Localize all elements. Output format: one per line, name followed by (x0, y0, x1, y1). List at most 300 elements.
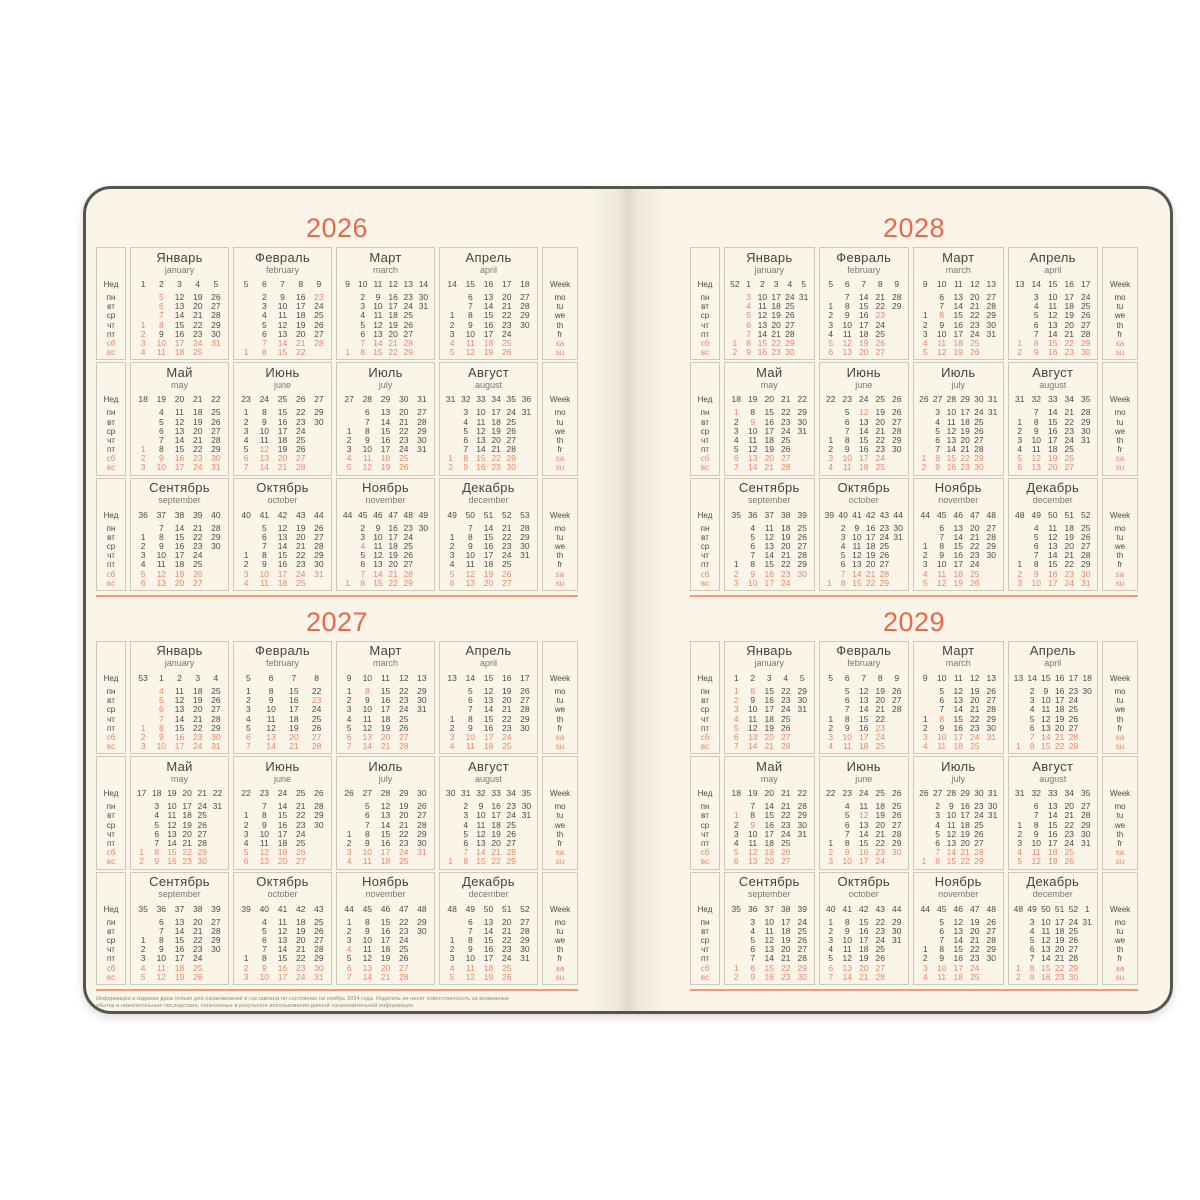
day-cell: 30 (785, 347, 795, 358)
day-cell: 8 (746, 337, 751, 348)
weekday-label-row (1106, 724, 1134, 733)
weekday-label-row (546, 524, 574, 533)
weekday-labels-box-en (542, 872, 578, 985)
day-cell: 15 (1048, 416, 1058, 427)
day-cell (823, 696, 840, 705)
week-numbers-row (443, 904, 534, 915)
day-cell: 25 (1068, 704, 1079, 715)
weekday-label-row (694, 802, 716, 811)
day-cell: 14 (373, 337, 383, 348)
month-name-ru: Июнь (846, 364, 881, 380)
day-cell (237, 524, 255, 533)
week-number-cell: 13 (447, 672, 457, 683)
day-cell: 15 (483, 934, 494, 945)
year-title: 2026 (305, 213, 369, 243)
month-name-en: september (158, 889, 201, 900)
day-cell: 14 (174, 434, 185, 445)
week-number-cell: 50 (465, 509, 476, 520)
day-cell: 1 (733, 810, 739, 821)
day-cell: 23 (1064, 828, 1074, 839)
month-name-en: january (754, 658, 785, 669)
day-cell: 8 (750, 685, 756, 696)
day-cell (1012, 542, 1029, 551)
week-number-cell: 40 (259, 903, 270, 914)
month-name-en: august (1039, 379, 1067, 390)
weekday-label-row (100, 705, 122, 714)
day-cell: 26 (211, 416, 221, 427)
day-cell (134, 705, 152, 714)
weekday-labels-box-ru (690, 478, 720, 591)
month-name-ru: Май (756, 758, 783, 774)
day-cell: 10 (1031, 838, 1041, 848)
day-cell: 10 (842, 856, 852, 867)
day-cell: 27 (892, 695, 902, 706)
day-cell: 19 (764, 722, 774, 733)
month-name-ru: Октябрь (256, 480, 309, 496)
week-column-label: Нед (103, 904, 119, 914)
day-cell: 27 (781, 453, 791, 464)
day-cell: 7 (746, 328, 751, 339)
day-cell: 10 (373, 531, 383, 542)
day-cell: 26 (197, 819, 207, 830)
day-cell: 27 (797, 541, 807, 551)
week-column-label: Нед (697, 280, 713, 289)
day-cell (310, 348, 328, 357)
day-cell: 7 (463, 847, 469, 858)
day-cell: 3 (449, 328, 455, 339)
day-cell: 24 (970, 962, 980, 973)
month-box (233, 362, 332, 475)
day-cell: 27 (398, 731, 409, 742)
day-cell: 18 (388, 541, 398, 551)
day-cell: 6 (140, 577, 146, 588)
month-name-en: june (855, 773, 873, 784)
day-cell: 18 (1054, 704, 1065, 715)
day-cell: 13 (483, 292, 494, 302)
day-cell: 22 (875, 434, 885, 445)
day-cell: 31 (417, 704, 427, 715)
day-cell: 24 (501, 731, 512, 742)
day-cell (519, 445, 534, 454)
weekday-row (237, 463, 328, 472)
day-cell: 14 (757, 328, 768, 339)
weekday-row (823, 463, 906, 472)
day-cell: 3 (922, 328, 928, 339)
day-cell: 21 (295, 541, 306, 551)
day-cell: 18 (781, 522, 791, 533)
week-number-cell: 10 (937, 279, 947, 289)
day-cell: 27 (197, 828, 207, 839)
week-column-header-en (1106, 904, 1134, 915)
day-cell: 17 (491, 810, 501, 821)
day-cell: 28 (892, 425, 902, 436)
day-cell: 18 (859, 328, 869, 339)
day-cell: 24 (295, 568, 306, 579)
month-box (439, 641, 538, 754)
day-cell: 30 (418, 292, 429, 302)
day-cell: 11 (946, 819, 956, 830)
day-cell: 16 (174, 731, 185, 742)
day-cell: 22 (388, 347, 398, 358)
weekday-label: we (554, 935, 566, 945)
day-cell: 17 (953, 962, 963, 973)
weekday-label: fr (1117, 445, 1123, 455)
week-number-cell: 19 (156, 394, 167, 405)
weekday-label-row (1106, 533, 1134, 542)
weekday-label: tu (1116, 302, 1124, 312)
weekday-row (340, 463, 431, 472)
week-number-cell: 35 (731, 509, 741, 520)
weekday-label: вс (106, 742, 116, 752)
day-cell: 4 (733, 434, 739, 445)
day-cell (917, 839, 931, 848)
day-cell: 11 (748, 434, 758, 445)
day-cell: 11 (764, 522, 774, 533)
weekday-row (340, 542, 431, 551)
day-cell: 28 (892, 704, 902, 715)
week-number-cell: 36 (138, 509, 148, 520)
weekday-label-row (100, 839, 122, 848)
week-number-cell: 50 (1048, 509, 1058, 520)
day-cell (340, 311, 355, 320)
day-cell: 18 (388, 310, 398, 321)
year-blocks-right (690, 213, 1138, 991)
day-cell: 2 (448, 462, 453, 473)
day-cell: 9 (375, 522, 381, 533)
day-cell: 1 (828, 916, 834, 927)
weekday-label-row (100, 454, 122, 463)
month-box (1008, 478, 1099, 591)
day-cell: 26 (501, 347, 512, 358)
day-cell: 8 (750, 962, 756, 973)
day-cell: 13 (362, 731, 373, 742)
weekday-label: we (1114, 935, 1126, 945)
day-cell: 23 (875, 310, 885, 321)
day-cell: 19 (764, 444, 774, 455)
day-cell: 15 (289, 685, 299, 696)
week-number-cell: 36 (156, 903, 167, 914)
month-name-ru: Февраль (836, 249, 892, 265)
weekday-label: mo (554, 802, 566, 812)
day-cell: 18 (781, 925, 791, 936)
day-cell: 28 (520, 925, 530, 936)
day-cell: 27 (520, 292, 530, 302)
day-cell: 16 (167, 856, 177, 867)
day-cell (889, 742, 906, 751)
day-cell: 21 (781, 953, 791, 964)
weekday-row (728, 348, 811, 357)
day-cell: 29 (403, 577, 413, 588)
day-cell: 12 (953, 685, 963, 696)
day-cell: 17 (859, 453, 869, 464)
weekday-row (917, 973, 1000, 982)
week-column-label: Week (1109, 904, 1131, 914)
day-cell (413, 945, 431, 954)
day-cell: 1 (733, 407, 739, 418)
day-cell: 5 (1017, 856, 1023, 867)
day-cell: 17 (174, 550, 185, 561)
day-cell: 3 (360, 531, 366, 542)
day-cell: 3 (746, 292, 751, 302)
day-cell: 27 (520, 695, 530, 706)
week-number-cell: 6 (844, 279, 850, 289)
month-name-ru: Август (468, 758, 509, 774)
weekday-label-row (1106, 696, 1134, 705)
day-cell: 18 (277, 577, 288, 588)
month-name-ru: Февраль (255, 249, 310, 265)
day-cell: 18 (483, 337, 494, 348)
day-cell: 10 (362, 847, 373, 858)
day-cell: 10 (259, 425, 270, 436)
weekday-label-row (100, 408, 122, 417)
day-cell: 17 (483, 550, 494, 561)
weekday-row (917, 857, 1000, 866)
weekday-label-row (694, 418, 716, 427)
day-cell: 18 (192, 685, 203, 696)
week-column-label: Нед (697, 673, 713, 683)
week-number-cell: 23 (842, 788, 852, 799)
week-number-cell: 39 (192, 509, 203, 520)
week-number-cell: 7 (291, 672, 297, 683)
month-box (1008, 362, 1099, 475)
weekday-label: fr (557, 839, 563, 848)
day-cell (794, 742, 811, 751)
weekday-label-row (694, 339, 716, 348)
week-number-cell: 22 (241, 788, 251, 799)
day-cell: 31 (212, 801, 223, 812)
day-cell: 2 (449, 722, 455, 733)
month-box (724, 478, 815, 591)
week-numbers-row (823, 904, 906, 915)
day-cell: 19 (1054, 713, 1065, 724)
day-cell: 15 (1041, 962, 1051, 973)
day-cell: 18 (953, 337, 963, 348)
day-cell: 23 (314, 292, 324, 302)
week-number-cell: 23 (241, 394, 251, 405)
weekday-label-row (1106, 927, 1134, 936)
month-box (819, 478, 910, 591)
day-cell: 24 (875, 934, 885, 945)
day-cell: 3 (360, 301, 366, 312)
day-cell: 28 (1081, 550, 1091, 561)
week-number-cell: 39 (824, 509, 835, 520)
day-cell: 8 (268, 685, 274, 696)
day-cell: 8 (935, 453, 940, 464)
day-cell: 28 (797, 550, 807, 561)
day-cell: 20 (491, 838, 501, 848)
day-cell: 9 (364, 695, 370, 706)
day-cell: 21 (875, 828, 885, 839)
week-number-cell: 50 (483, 903, 494, 914)
week-number-cell: 47 (970, 903, 980, 914)
day-cell: 21 (398, 819, 409, 830)
day-cell: 1 (346, 685, 352, 696)
weekday-label-row (546, 839, 574, 848)
weekday-row (237, 857, 328, 866)
day-cell: 11 (373, 310, 383, 321)
month-name-en: march (372, 264, 398, 275)
week-numbers-row (728, 510, 811, 521)
day-cell: 7 (1029, 731, 1035, 742)
weekday-label: mo (1114, 802, 1126, 812)
month-name-ru: Сентябрь (738, 874, 800, 890)
week-number-cell: 11 (953, 279, 963, 289)
day-cell: 21 (380, 971, 391, 982)
day-cell: 4 (346, 944, 352, 955)
day-cell: 6 (449, 577, 455, 588)
day-cell: 21 (192, 434, 203, 445)
day-cell: 5 (1033, 531, 1039, 542)
weekday-row (134, 348, 225, 357)
month-name-en: september (747, 495, 791, 506)
day-cell: 28 (211, 522, 221, 533)
day-cell: 24 (197, 801, 207, 812)
day-cell: 13 (946, 838, 957, 848)
weekday-label: чт (701, 320, 709, 330)
week-number-cell: 34 (491, 394, 501, 405)
day-cell: 5 (158, 416, 164, 427)
day-cell: 14 (946, 444, 957, 455)
month-box (819, 756, 910, 869)
weekday-label-row (546, 551, 574, 560)
day-cell: 9 (158, 541, 164, 551)
year-divider (96, 595, 578, 597)
weekday-label-row (1106, 733, 1134, 742)
weekday-label-row (546, 311, 574, 320)
weekday-label-row (694, 848, 716, 857)
day-cell (207, 973, 225, 982)
month-header (1012, 249, 1095, 277)
weekday-label: su (555, 463, 565, 473)
day-cell: 15 (764, 962, 774, 973)
day-cell: 20 (192, 425, 203, 436)
day-cell: 18 (1064, 522, 1074, 533)
week-column-label: Нед (103, 280, 119, 289)
side-header-spacer (1106, 480, 1134, 508)
day-cell: 24 (192, 462, 203, 473)
month-header (443, 874, 534, 902)
day-cell: 11 (1031, 847, 1041, 858)
day-cell: 27 (875, 962, 885, 973)
weekday-label: tu (1116, 696, 1124, 706)
day-cell (1012, 321, 1029, 330)
weekday-row (917, 579, 1000, 588)
day-cell: 4 (158, 407, 164, 418)
day-cell: 16 (174, 541, 185, 551)
weekday-label-row (694, 427, 716, 436)
day-cell: 11 (476, 416, 486, 427)
weekday-label: sa (555, 454, 565, 464)
week-column-label: Week (549, 395, 571, 405)
week-number-cell: 49 (418, 509, 429, 520)
day-cell: 14 (266, 741, 276, 752)
weekday-label-row (100, 533, 122, 542)
day-cell: 16 (174, 944, 185, 955)
day-cell: 24 (295, 828, 306, 839)
week-number-cell: 17 (1068, 672, 1079, 683)
day-cell: 15 (174, 444, 185, 455)
weekday-label: th (556, 829, 564, 839)
month-box (724, 756, 815, 869)
week-column-header-ru (100, 788, 122, 799)
day-cell: 27 (192, 577, 203, 588)
weekday-label-row (1106, 945, 1134, 954)
day-cell: 16 (764, 819, 774, 830)
month-name-ru: Сентябрь (738, 480, 800, 496)
day-cell (443, 830, 458, 839)
day-cell: 25 (1064, 444, 1074, 455)
day-cell: 29 (314, 550, 324, 561)
day-cell: 4 (746, 301, 751, 312)
day-cell: 29 (211, 531, 221, 542)
day-cell: 22 (398, 828, 409, 839)
day-cell: 19 (491, 828, 501, 839)
day-cell: 2 (1017, 347, 1023, 358)
day-cell: 6 (1033, 801, 1039, 812)
day-cell: 4 (922, 741, 928, 752)
day-cell: 16 (1054, 685, 1065, 696)
day-cell: 16 (277, 559, 288, 570)
week-number-cell: 31 (987, 394, 998, 405)
week-number-cell: 5 (828, 279, 834, 289)
day-cell: 13 (1041, 722, 1051, 733)
day-cell: 20 (875, 819, 885, 830)
day-cell (207, 954, 225, 963)
weekday-label-row (694, 973, 716, 982)
week-number-cell: 44 (892, 903, 902, 914)
day-cell: 2 (922, 319, 928, 330)
day-cell: 9 (463, 462, 469, 473)
week-number-cell: 48 (1015, 509, 1025, 520)
day-cell: 13 (764, 541, 774, 551)
day-cell: 22 (970, 944, 980, 955)
day-cell: 24 (797, 916, 807, 927)
day-cell (519, 454, 534, 463)
weekday-label: tu (556, 811, 564, 821)
week-number-cell: 10 (358, 279, 368, 289)
day-cell (983, 973, 1000, 982)
day-cell: 19 (192, 292, 203, 302)
weekday-row (728, 311, 811, 320)
week-column-header-en (546, 394, 574, 405)
weekday-label-row (546, 696, 574, 705)
day-cell: 3 (828, 319, 834, 330)
day-cell: 13 (476, 434, 486, 445)
week-number-cell: 50 (1041, 903, 1051, 914)
week-number-cell: 13 (417, 672, 427, 683)
day-cell: 12 (259, 847, 270, 858)
weekday-label: вт (701, 302, 709, 312)
day-cell: 19 (483, 347, 494, 358)
day-cell: 8 (935, 856, 940, 867)
day-cell: 21 (960, 847, 970, 858)
month-name-en: january (164, 658, 195, 669)
week-numbers-row (443, 394, 534, 405)
month-box (130, 362, 229, 475)
day-cell: 14 (748, 462, 758, 473)
month-name-en: february (847, 264, 881, 275)
week-numbers-row (340, 279, 431, 290)
week-number-cell: 34 (1064, 394, 1074, 405)
weekday-row (134, 848, 225, 857)
week-number-cell: 11 (373, 279, 383, 289)
day-cell: 29 (797, 559, 807, 570)
day-cell: 15 (859, 838, 869, 848)
day-cell: 6 (158, 704, 164, 715)
weekday-label: чт (701, 945, 709, 955)
day-cell: 16 (388, 292, 398, 302)
day-cell: 27 (1068, 722, 1079, 733)
